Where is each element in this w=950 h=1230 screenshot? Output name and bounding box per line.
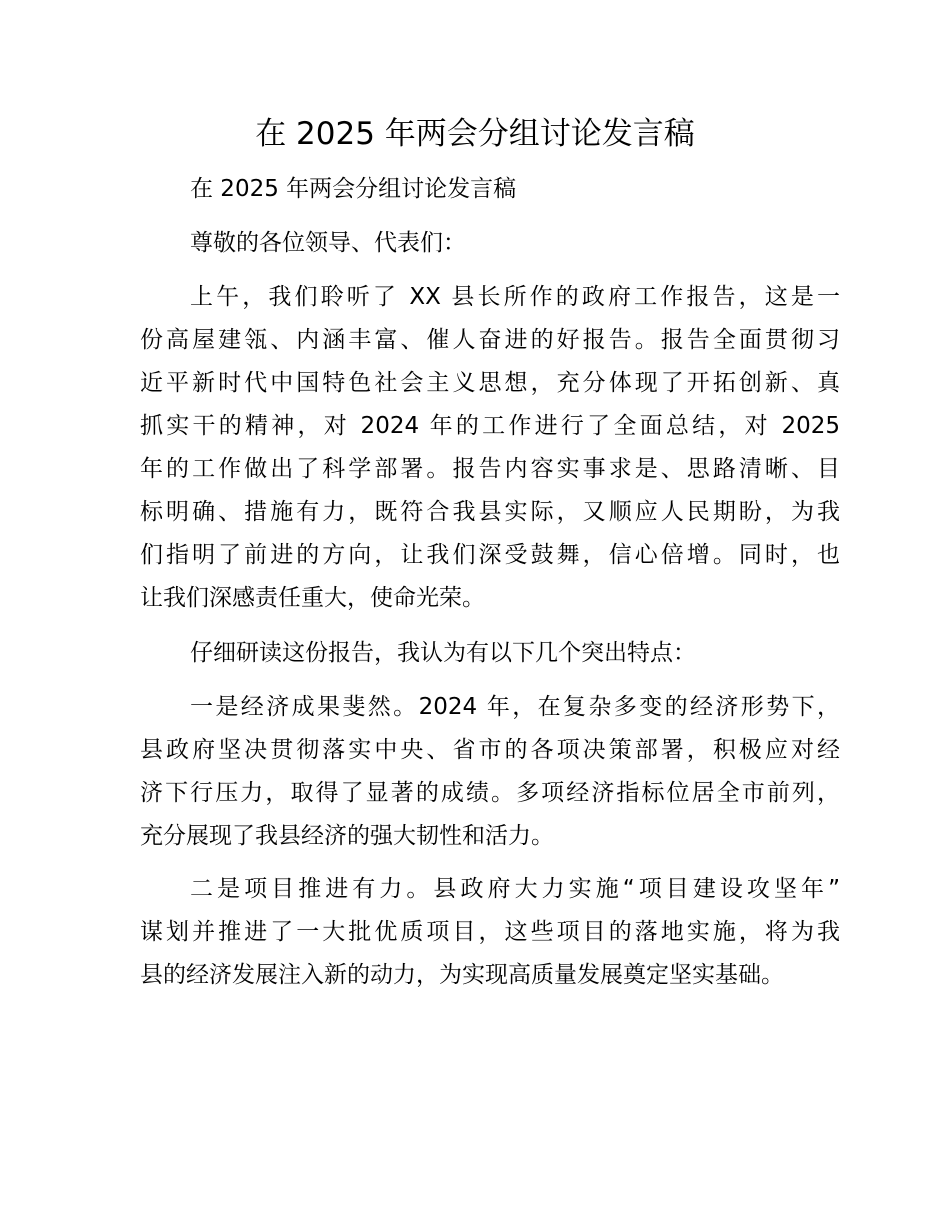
paragraph-line: 一是经济成果斐然。2024 年，在复杂多变的经济形势下， [190, 694, 840, 720]
paragraph-line: 济下行压力，取得了显著的成绩。多项经济指标位居全市前列， [140, 780, 840, 806]
paragraph-line: 让我们深感责任重大，使命光荣。 [140, 585, 485, 611]
paragraph-line: 年的工作做出了科学部署。报告内容实事求是、思路清晰、目 [140, 456, 840, 482]
paragraph-line: 二是项目推进有力。县政府大力实施“项目建设攻坚年” [190, 876, 840, 902]
document-title: 在 2025 年两会分组讨论发言稿 [255, 116, 695, 152]
paragraph-point-two [140, 868, 840, 997]
paragraph-point-one [140, 686, 840, 858]
paragraph-line: 抓实干的精神，对 2024 年的工作进行了全面总结，对 2025 [140, 413, 840, 439]
paragraph-line: 标明确、措施有力，既符合我县实际，又顺应人民期盼，为我 [140, 499, 840, 525]
paragraph-line: 谋划并推进了一大批优质项目，这些项目的落地实施，将为我 [140, 919, 840, 945]
paragraph-line: 县的经济发展注入新的动力，为实现高质量发展奠定坚实基础。 [140, 962, 784, 988]
paragraph-line: 近平新时代中国特色社会主义思想，充分体现了开拓创新、真 [140, 370, 840, 396]
paragraph-line: 在 2025 年两会分组讨论发言稿 [190, 176, 517, 202]
paragraph-line: 充分展现了我县经济的强大韧性和活力。 [140, 823, 554, 849]
paragraph-line: 上午，我们聆听了 XX 县长所作的政府工作报告，这是一 [190, 284, 840, 310]
paragraph-opening [140, 276, 840, 620]
paragraph-line: 县政府坚决贯彻落实中央、省市的各项决策部署，积极应对经 [140, 737, 840, 763]
paragraph-line: 仔细研读这份报告，我认为有以下几个突出特点： [190, 640, 696, 666]
paragraph-features-intro [140, 632, 840, 675]
paragraph-subtitle [140, 168, 840, 211]
paragraph-salutation [140, 222, 840, 265]
paragraph-line: 份高屋建瓴、内涵丰富、催人奋进的好报告。报告全面贯彻习 [140, 327, 840, 353]
paragraph-line: 们指明了前进的方向，让我们深受鼓舞，信心倍增。同时，也 [140, 542, 840, 568]
paragraph-line: 尊敬的各位领导、代表们： [190, 230, 466, 256]
